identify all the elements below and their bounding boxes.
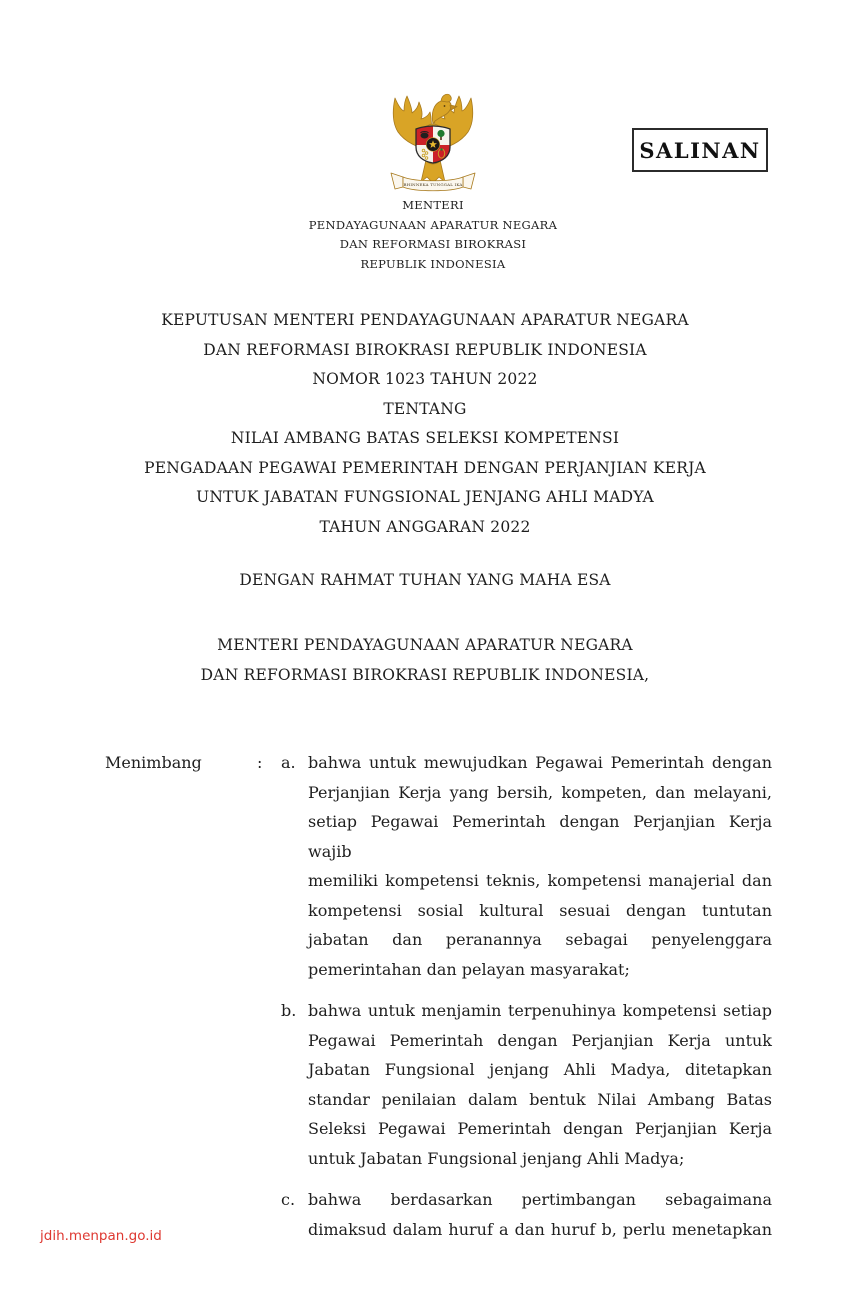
garuda-pancasila-icon	[385, 90, 481, 194]
considerations-label: Menimbang	[105, 753, 202, 772]
consideration-item-a	[281, 748, 772, 984]
decree-title: KEPUTUSAN MENTERI PENDAYAGUNAAN APARATUR NEGARA DAN REFORMASI BIROKRASI REPUBLIK INDONESIA NOMOR 1023 TAHUN 2022 TENTANG NILAI AMBANG BATAS SELEKSI KOMPETENSI PENGADAAN PEGAWAI PEMERINTAH DENGAN PERJANJIAN KERJA UNTUK JABATAN FUNGSIONAL JENJANG AHLI MADYA TAHUN ANGGARAN 2022	[144, 311, 706, 536]
salinan-stamp: SALINAN	[632, 128, 768, 172]
item-text: bahwa berdasarkan pertimbangan sebagaimana dimaksud dalam huruf a dan huruf b, perlu menetapkan	[308, 1190, 772, 1239]
consideration-item-c	[281, 1185, 772, 1244]
considerations-items	[281, 748, 772, 1244]
item-letter: b.	[281, 1001, 297, 1020]
jdih-footer-link[interactable]: jdih.menpan.go.id	[40, 1228, 162, 1244]
item-text: bahwa untuk mewujudkan Pegawai Pemerintah dengan Perjanjian Kerja yang bersih, kompeten, dan melayani, setiap Pegawai Pemerintah dengan Perjanjian Kerja wajib memiliki kompetensi teknis, kompetensi manajerial dan kompetensi sosial kultural sesuai dengan tuntutan jabatan dan peranannya sebagai penyelenggara pemerintahan dan pelayan masyarakat;	[308, 753, 772, 979]
considerations-separator: :	[257, 753, 263, 772]
garuda-pancasila-emblem	[385, 90, 481, 194]
issuer-name: MENTERI PENDAYAGUNAAN APARATUR NEGARA DAN REFORMASI BIROKRASI REPUBLIK INDONESIA,	[200, 636, 650, 684]
item-letter: c.	[281, 1190, 296, 1209]
letterhead: MENTERI PENDAYAGUNAAN APARATUR NEGARA DAN REFORMASI BIROKRASI REPUBLIK INDONESIA	[308, 198, 558, 271]
item-letter: a.	[281, 753, 296, 772]
item-text: bahwa untuk menjamin terpenuhinya kompetensi setiap Pegawai Pemerintah dengan Perjanjian Kerja untuk Jabatan Fungsional jenjang Ahli Madya, ditetapkan standar penilaian dalam bentuk Nilai Ambang Batas Seleksi Pegawai Pemerintah dengan Perjanjian Kerja untuk Jabatan Fungsional jenjang Ahli Madya;	[308, 1001, 772, 1168]
invocation-line: DENGAN RAHMAT TUHAN YANG MAHA ESA	[239, 571, 611, 589]
considerations-section	[105, 748, 772, 1244]
consideration-item-b	[281, 996, 772, 1173]
emblem-motto-text: BHINNEKA TUNGGAL IKA	[403, 181, 463, 187]
